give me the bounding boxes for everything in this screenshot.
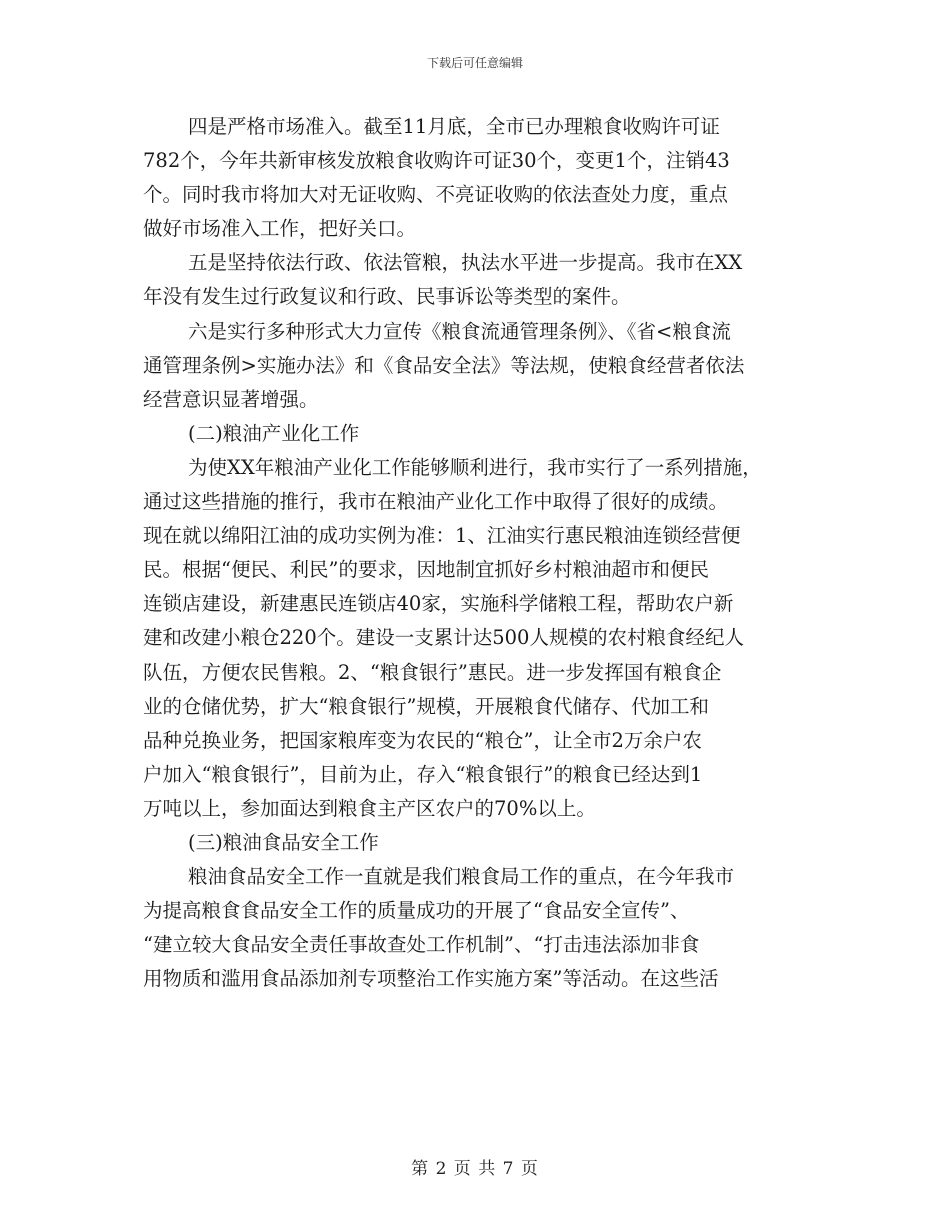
text-line: 五是坚持依法行政、依法管粮，执法水平进一步提高。我市在XX xyxy=(188,251,743,275)
text-line: 户加入“粮食银行”，目前为止，存入“粮食银行”的粮食已经达到1 xyxy=(143,762,703,786)
text-line: 个。同时我市将加大对无证收购、不亮证收购的依法查处力度，重点 xyxy=(143,183,729,207)
text-line: 万吨以上，参加面达到粮食主产区农户的70%以上。 xyxy=(143,796,596,820)
text-line: 现在就以绵阳江油的成功实例为准：1、江油实行惠民粮油连锁经营便 xyxy=(143,524,741,548)
text-line: 民。根据“便民、利民”的要求，因地制宜抓好乡村粮油超市和便民 xyxy=(143,558,709,582)
text-line: 用物质和滥用食品添加剂专项整治工作实施方案”等活动。在这些活 xyxy=(143,967,719,991)
text-line: 六是实行多种形式大力宣传《粮食流通管理条例》、《省<粮食流 xyxy=(188,319,731,343)
text-line: 连锁店建设，新建惠民连锁店40家，实施科学储粮工程，帮助农户新 xyxy=(143,592,734,616)
text-line: 品种兑换业务，把国家粮库变为农民的“粮仓”，让全市2万余户农 xyxy=(143,728,702,752)
page-number: 第 2 页 共 7 页 xyxy=(411,1159,539,1179)
text-line: 经营意识显著增强。 xyxy=(143,387,319,411)
text-line: 业的仓储优势，扩大“粮食银行”规模，开展粮食代储存、代加工和 xyxy=(143,694,709,718)
text-line: (二)粮油产业化工作 xyxy=(188,421,360,445)
text-line: 为使XX年粮油产业化工作能够顺利进行，我市实行了一系列措施， xyxy=(188,455,762,479)
text-line: 为提高粮食食品安全工作的质量成功的开展了“食品安全宣传”、 xyxy=(143,899,690,923)
text-line: 通过这些措施的推行，我市在粮油产业化工作中取得了很好的成绩。 xyxy=(143,490,729,514)
text-line: 粮油食品安全工作一直就是我们粮食局工作的重点，在今年我市 xyxy=(188,865,735,889)
text-line: 队伍，方便农民售粮。2、“粮食银行”惠民。进一步发挥国有粮食企 xyxy=(143,660,722,684)
text-line: (三)粮油食品安全工作 xyxy=(188,830,379,854)
text-line: 782个，今年共新审核发放粮食收购许可证30个，变更1个，注销43 xyxy=(143,149,730,173)
text-line: 做好市场准入工作，把好关口。 xyxy=(143,217,417,241)
text-line: 年没有发生过行政复议和行政、民事诉讼等类型的案件。 xyxy=(143,285,631,309)
header-note: 下载后可任意编辑 xyxy=(426,56,523,70)
text-line: 四是严格市场准入。截至11月底，全市已办理粮食收购许可证 xyxy=(188,115,720,138)
text-line: 通管理条例>实施办法》和《食品安全法》等法规，使粮食经营者依法 xyxy=(143,353,745,377)
document-body xyxy=(143,110,805,996)
text-line: “建立较大食品安全责任事故查处工作机制”、“打击违法添加非食 xyxy=(143,933,700,957)
text-line: 建和改建小粮仓220个。建设一支累计达500人规模的农村粮食经纪人 xyxy=(143,626,744,650)
